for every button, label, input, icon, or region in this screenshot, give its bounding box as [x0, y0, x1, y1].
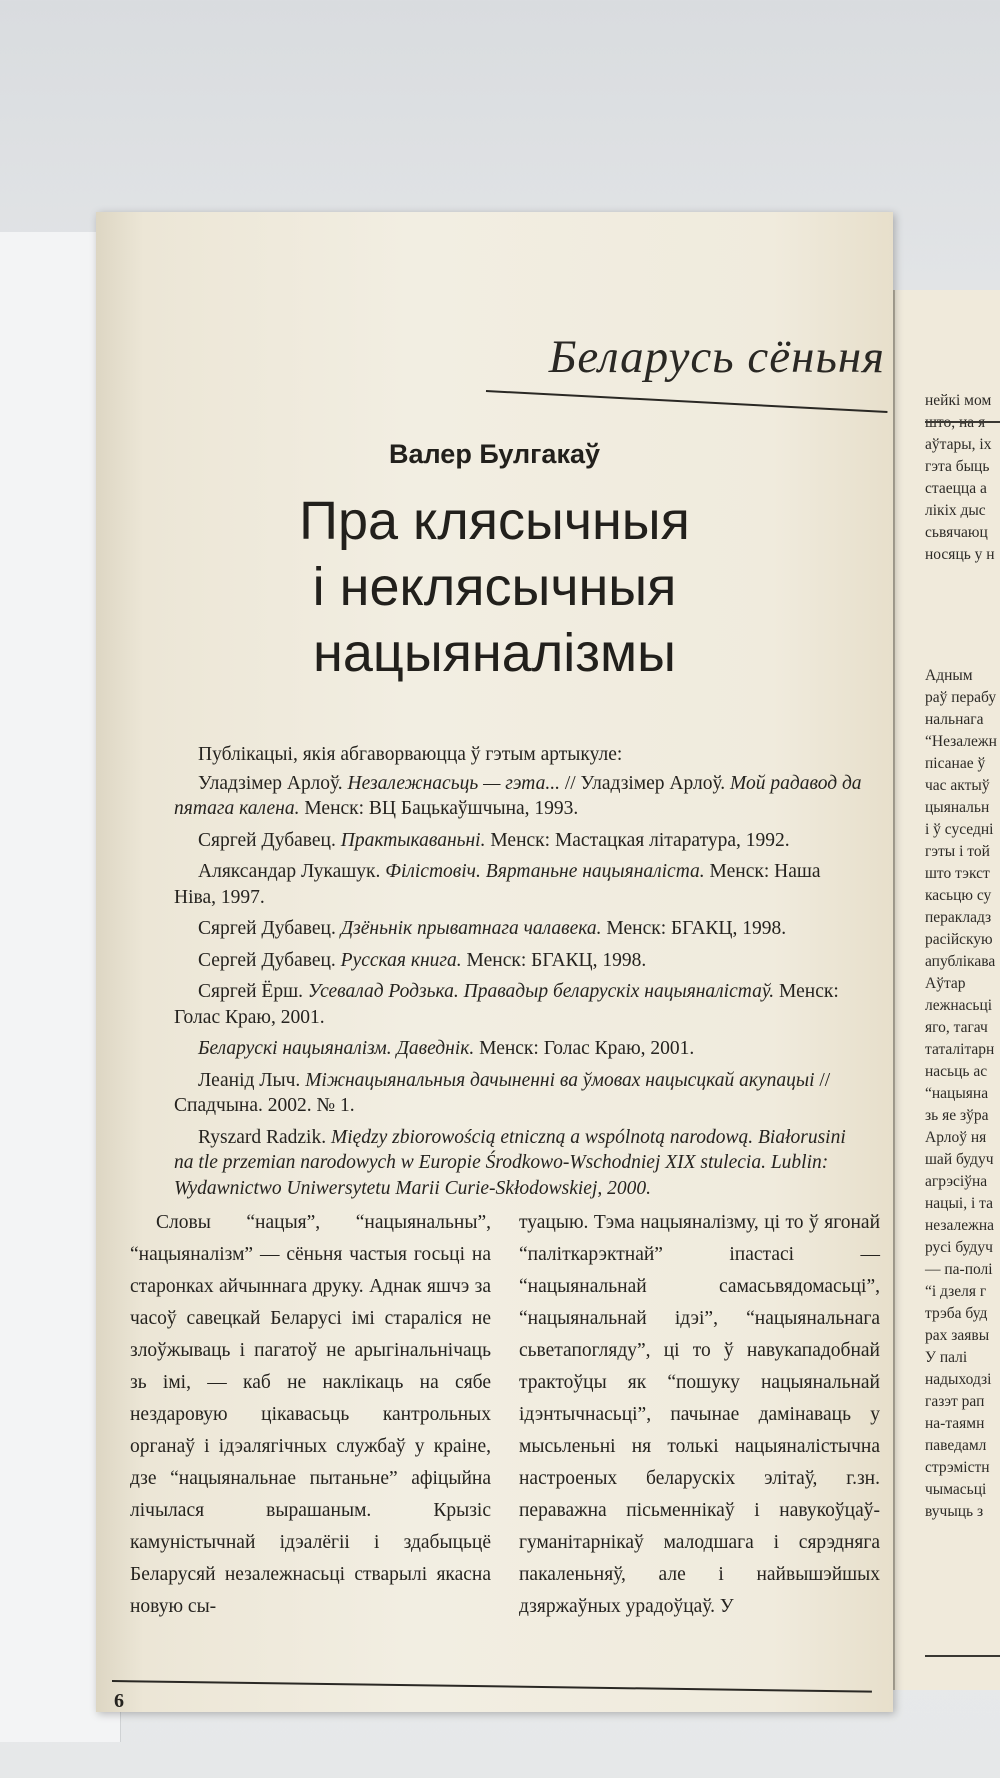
body-column-2: [519, 1207, 880, 1667]
entry-text: Сяргей Дубавец.: [198, 829, 341, 851]
entry-text: Менск: Наша Ніва, 1997.: [174, 861, 821, 908]
right-page-line: стрэмістн: [925, 1459, 990, 1476]
right-page-line: Аўтар: [925, 975, 966, 992]
right-page-line: аўтары, іх: [925, 436, 992, 453]
entry-title: Дзёньнік прыватнага чалавека.: [340, 918, 602, 939]
entry-title: Незалежнасьць — гэта...: [347, 772, 560, 794]
right-page-line: расійскую: [925, 931, 993, 948]
right-page-line: што, на я: [925, 414, 986, 431]
right-page-line: русі будуч: [925, 1239, 993, 1256]
right-page-line: чымасьці: [925, 1481, 987, 1498]
right-page-line: “і дзеля г: [925, 1283, 987, 1300]
right-page-line: яго, тагач: [925, 1019, 988, 1036]
section-title-rule: [486, 390, 888, 413]
bibliography-entry: [174, 916, 864, 942]
author-name: Валер Булгакаў: [389, 439, 600, 469]
bibliography-entry: [174, 828, 864, 854]
right-page-top-text: [925, 390, 995, 566]
right-page-line: таталітарн: [925, 1041, 995, 1058]
right-page-line: “нацыяна: [925, 1085, 989, 1102]
entry-title: Усевалад Родзька. Правадыр беларускіх нацыяналістаў.: [307, 981, 775, 1002]
right-page-line: Адным: [925, 667, 973, 684]
right-page-line: гэта быць: [925, 458, 990, 475]
entry-text: Менск: БГАКЦ, 1998.: [461, 949, 647, 971]
entry-title: Міжнацыянальныя дачыненні ва ўмовах нацысцкай акупацыі: [305, 1069, 815, 1091]
entry-title: Między zbiorowością etniczną a wspólnotą narodową. Białorusini na tle przemian narodowych w Europie Środkowo-Wschodniej XIX stulecia. Lublin: Wydawnictwo Uniwersytetu Marii Curie-Skłodowskiej, 2000.: [174, 1126, 846, 1199]
right-page-line: “Незалежн: [925, 733, 997, 750]
bibliography-entry: [174, 1068, 864, 1119]
entry-text: // Уладзімер Арлоў.: [559, 772, 731, 794]
right-page-line: апублікава: [925, 953, 996, 970]
bibliography-entry: [174, 859, 864, 910]
body-text: [130, 1207, 880, 1667]
entry-text: Сяргей Ёрш.: [198, 981, 308, 1002]
entry-title: Мой радавод да пятага калена.: [174, 772, 862, 819]
right-page-line: лікіх дыс: [925, 502, 986, 519]
entry-title: Беларускі нацыяналізм. Даведнік.: [198, 1038, 475, 1059]
right-page-line: касьцю су: [925, 887, 992, 904]
entry-text: Менск: Голас Краю, 2001.: [174, 981, 839, 1028]
entry-text: Менск: ВЦ Бацькаўшчына, 1993.: [299, 798, 579, 819]
right-page-line: незалежна: [925, 1217, 995, 1234]
bibliography-list: [174, 771, 864, 1202]
entry-text: Менск: Мастацкая літаратура, 1992.: [485, 829, 790, 851]
entry-text: Менск: БГАКЦ, 1998.: [601, 918, 787, 939]
entry-text: Сергей Дубавец.: [198, 949, 341, 971]
right-page-line: цыянальн: [925, 799, 990, 816]
bibliography-entry: [174, 979, 864, 1030]
right-page-line: перакладз: [925, 909, 992, 926]
right-page-line: гэты і той: [925, 843, 990, 860]
right-page-bottom-text: [925, 665, 997, 1523]
entry-text: Менск: Голас Краю, 2001.: [474, 1038, 695, 1059]
right-page-rule: [925, 421, 1000, 423]
right-page-line: паведамл: [925, 1437, 987, 1454]
entry-text: Сяргей Дубавец.: [198, 918, 341, 939]
entry-title: Русская книга.: [340, 949, 462, 971]
right-page-bottom-rule: [925, 1655, 1000, 1657]
bibliography: [174, 742, 864, 1207]
entry-title: Філістовіч. Вяртаньне нацыяналіста.: [385, 861, 705, 882]
right-page-line: нейкі мом: [925, 392, 992, 409]
right-page-line: агрэсіўна: [925, 1173, 988, 1190]
bibliography-entry: [174, 948, 864, 974]
title-line: нацыяналізмы: [313, 623, 676, 683]
right-page-line: газэт рап: [925, 1393, 985, 1410]
section-title: Беларусь сёньня: [548, 331, 885, 383]
bibliography-entry: [174, 1125, 864, 1202]
right-page-line: — па-полі: [925, 1261, 993, 1278]
right-page-line: і ў суседні: [925, 821, 994, 838]
right-page-line: сьвячаюц: [925, 524, 988, 541]
right-page-line: стаецца а: [925, 480, 987, 497]
right-page-line: Арлоў ня: [925, 1129, 987, 1146]
right-page-line: лежнасьці: [925, 997, 993, 1014]
right-page-line: трэба буд: [925, 1305, 988, 1322]
title-line: і неклясычныя: [312, 557, 677, 617]
right-page-line: носяць у н: [925, 546, 995, 563]
body-column-1: [130, 1207, 491, 1667]
right-page-line: пісанае ў: [925, 755, 986, 772]
entry-title: Практыкаваньні.: [340, 829, 486, 851]
right-page-line: рах заявы: [925, 1327, 990, 1344]
right-page-line: на-таямн: [925, 1415, 985, 1432]
entry-text: Леанід Лыч.: [198, 1069, 306, 1091]
entry-text: Ryszard Radzik.: [198, 1126, 331, 1148]
footer-rule: [112, 1680, 872, 1693]
entry-text: Аляксандар Лукашук.: [198, 861, 386, 882]
bibliography-entry: [174, 771, 864, 822]
right-page-line: што тэкст: [925, 865, 990, 882]
right-page-line: нацыі, і та: [925, 1195, 993, 1212]
paragraph: Словы “нацыя”, “нацыянальны”, “нацыяналізм” — сёньня частыя госьці на старонках айчыннага друку. Аднак яшчэ за часоў савецкай Беларусі імі стараліся не злоўжываць і пагатоў не арыгінальнічаць зь імі, — каб не наклікаць на сябе нездаровую цікавасьць кантрольных органаў і ідэалягічных службаў у краіне, дзе “нацыянальнае пытаньне” афіцыйна лічылася вырашаным. Крызіс камуністычнай ідэалёгіі і здабыцьцё Беларусяй незалежнасьці стварылі якасна новую сы-: [130, 1212, 491, 1617]
right-page-line: раў перабу: [925, 689, 997, 706]
right-page-line: вучыць з: [925, 1503, 984, 1520]
bibliography-intro: Публікацыі, якія абгаворваюцца ў гэтым артыкуле:: [198, 744, 623, 765]
right-page-line: У палі: [925, 1349, 968, 1366]
right-page-line: насьць ас: [925, 1063, 988, 1080]
article-title: [96, 488, 893, 686]
magazine-page: [96, 212, 893, 1712]
entry-text: Уладзімер Арлоў.: [198, 772, 348, 794]
right-page-line: надыходзі: [925, 1371, 992, 1388]
bibliography-entry: [174, 1036, 864, 1062]
right-page-fragment: [893, 290, 1000, 1690]
entry-text: // Спадчына. 2002. № 1.: [174, 1069, 831, 1116]
right-page-line: час актыў: [925, 777, 990, 794]
paragraph: туацыю. Тэма нацыяналізму, ці то ў ягонай “паліткарэктнай” іпастасі — “нацыянальнай самасьвядомасьці”, “нацыянальнай ідэі”, “нацыянальнага сьветапогляду”, ці то ў навукападобнай трактоўцы як “пошуку нацыянальнай ідэнтычнасьці”, пачынае дамінаваць у мысьленьні ня толькі нацыяналістычна настроеных беларускіх элітаў, г.зн. пераважна пісьменнікаў і навукоўцаў-гуманітарнікаў малодшага і сярэдняга пакаленьняў, але і найвышэйшых дзяржаўных урадоўцаў. У: [519, 1212, 880, 1617]
right-page-line: нальнага: [925, 711, 984, 728]
title-line: Пра клясычныя: [299, 491, 690, 551]
right-page-line: зь яе зўра: [925, 1107, 989, 1124]
page-number: 6: [114, 1690, 124, 1712]
right-page-line: шай будуч: [925, 1151, 994, 1168]
